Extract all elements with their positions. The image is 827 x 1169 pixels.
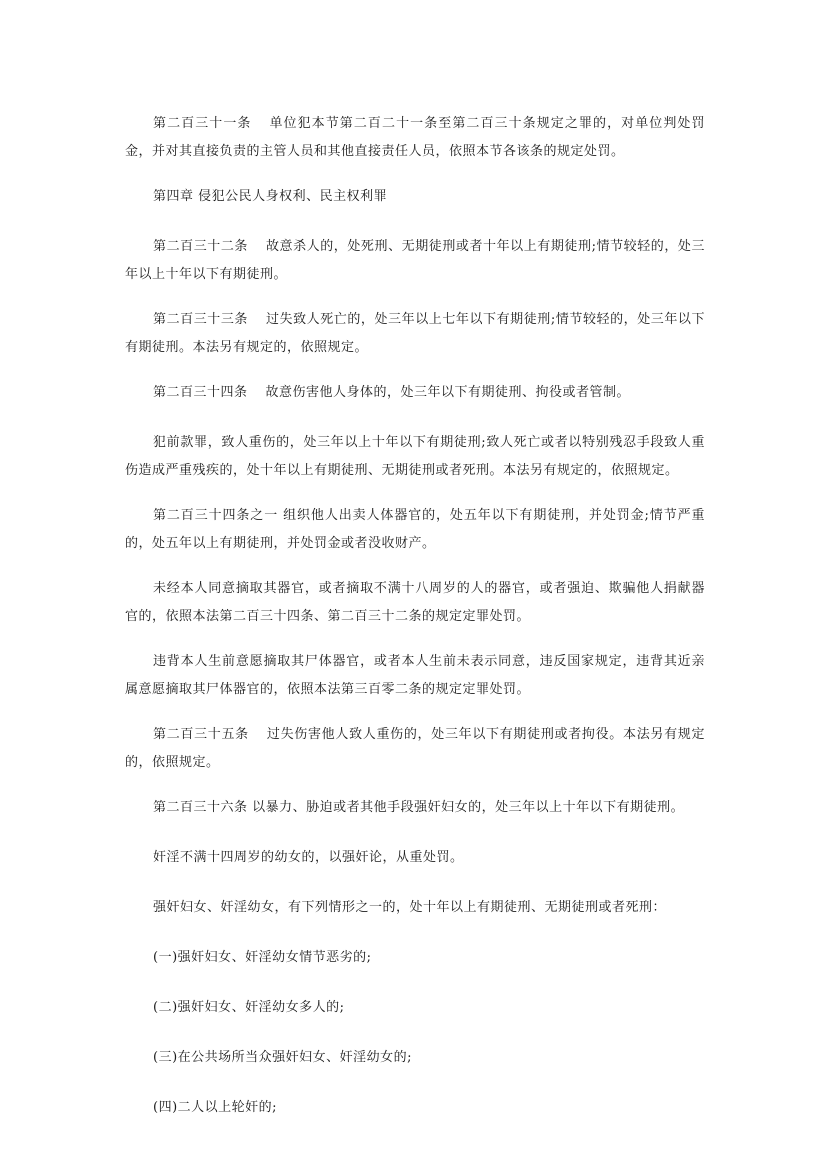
paragraph-text: 单位犯本节第二百二十一条至第二百三十条规定之罪的，对单位判处罚金，并对其直接负责的主管人员和其他直接责任人员，依照本节各该条的规定处罚。 [125, 116, 705, 159]
paragraph-article-231 [125, 110, 705, 166]
paragraph-text: 过失伤害他人致人重伤的，处三年以下有期徒刑或者拘役。本法另有规定的，依照规定。 [125, 727, 705, 770]
paragraph-article-236-clause-2 [125, 844, 705, 872]
paragraph-article-236-clause-3 [125, 894, 705, 922]
article-number: 第二百三十五条 [153, 727, 249, 742]
paragraph-text: 故意伤害他人身体的，处三年以下有期徒刑、拘役或者管制。 [265, 385, 631, 400]
article-number: 第二百三十二条 [153, 239, 248, 254]
paragraph-article-234 [125, 379, 705, 407]
paragraph-article-233 [125, 306, 705, 362]
paragraph-text: (四)二人以上轮奸的; [153, 1100, 278, 1115]
list-item-1 [125, 944, 705, 972]
article-number: 第二百三十一条 [153, 116, 252, 131]
chapter-heading [125, 183, 705, 211]
paragraph-text: 过失致人死亡的，处三年以上七年以下有期徒刑;情节较轻的，处三年以下有期徒刑。本法另有规定的，依照规定。 [125, 312, 705, 355]
paragraph-text: 违背本人生前意愿摘取其尸体器官，或者本人生前未表示同意，违反国家规定，违背其近亲属意愿摘取其尸体器官的，依照本法第三百零二条的规定定罪处罚。 [125, 654, 705, 697]
paragraph-article-234-1 [125, 502, 705, 558]
paragraph-text: 第二百三十六条 以暴力、胁迫或者其他手段强奸妇女的，处三年以上十年以下有期徒刑。 [153, 800, 685, 815]
list-item-4 [125, 1094, 705, 1122]
list-item-3 [125, 1044, 705, 1072]
paragraph-text: 奸淫不满十四周岁的幼女的，以强奸论，从重处罚。 [153, 850, 464, 865]
paragraph-text: (三)在公共场所当众强奸妇女、奸淫幼女的; [153, 1050, 413, 1065]
paragraph-article-234-1-clause-2 [125, 575, 705, 631]
article-number: 第二百三十三条 [153, 312, 248, 327]
list-item-2 [125, 994, 705, 1022]
paragraph-text: 未经本人同意摘取其器官，或者摘取不满十八周岁的人的器官，或者强迫、欺骗他人捐献器官的，依照本法第二百三十四条、第二百三十二条的规定定罪处罚。 [125, 581, 705, 624]
paragraph-text: 犯前款罪，致人重伤的，处三年以上十年以下有期徒刑;致人死亡或者以特别残忍手段致人重伤造成严重残疾的，处十年以上有期徒刑、无期徒刑或者死刑。本法另有规定的，依照规定。 [125, 435, 705, 478]
paragraph-text: 第二百三十四条之一 组织他人出卖人体器官的，处五年以下有期徒刑，并处罚金;情节严重的，处五年以上有期徒刑，并处罚金或者没收财产。 [125, 508, 705, 551]
paragraph-article-236 [125, 794, 705, 822]
paragraph-text: (二)强奸妇女、奸淫幼女多人的; [153, 1000, 345, 1015]
document-body [125, 110, 705, 1144]
paragraph-article-232 [125, 233, 705, 289]
paragraph-text: 强奸妇女、奸淫幼女，有下列情形之一的，处十年以上有期徒刑、无期徒刑或者死刑： [153, 900, 667, 915]
paragraph-text: 故意杀人的，处死刑、无期徒刑或者十年以上有期徒刑;情节较轻的，处三年以上十年以下有期徒刑。 [125, 239, 705, 282]
paragraph-article-235 [125, 721, 705, 777]
chapter-title: 第四章 侵犯公民人身权利、民主权利罪 [153, 189, 388, 204]
paragraph-article-234-clause-2 [125, 429, 705, 485]
paragraph-article-234-1-clause-3 [125, 648, 705, 704]
article-number: 第二百三十四条 [153, 385, 248, 400]
paragraph-text: (一)强奸妇女、奸淫幼女情节恶劣的; [153, 950, 372, 965]
